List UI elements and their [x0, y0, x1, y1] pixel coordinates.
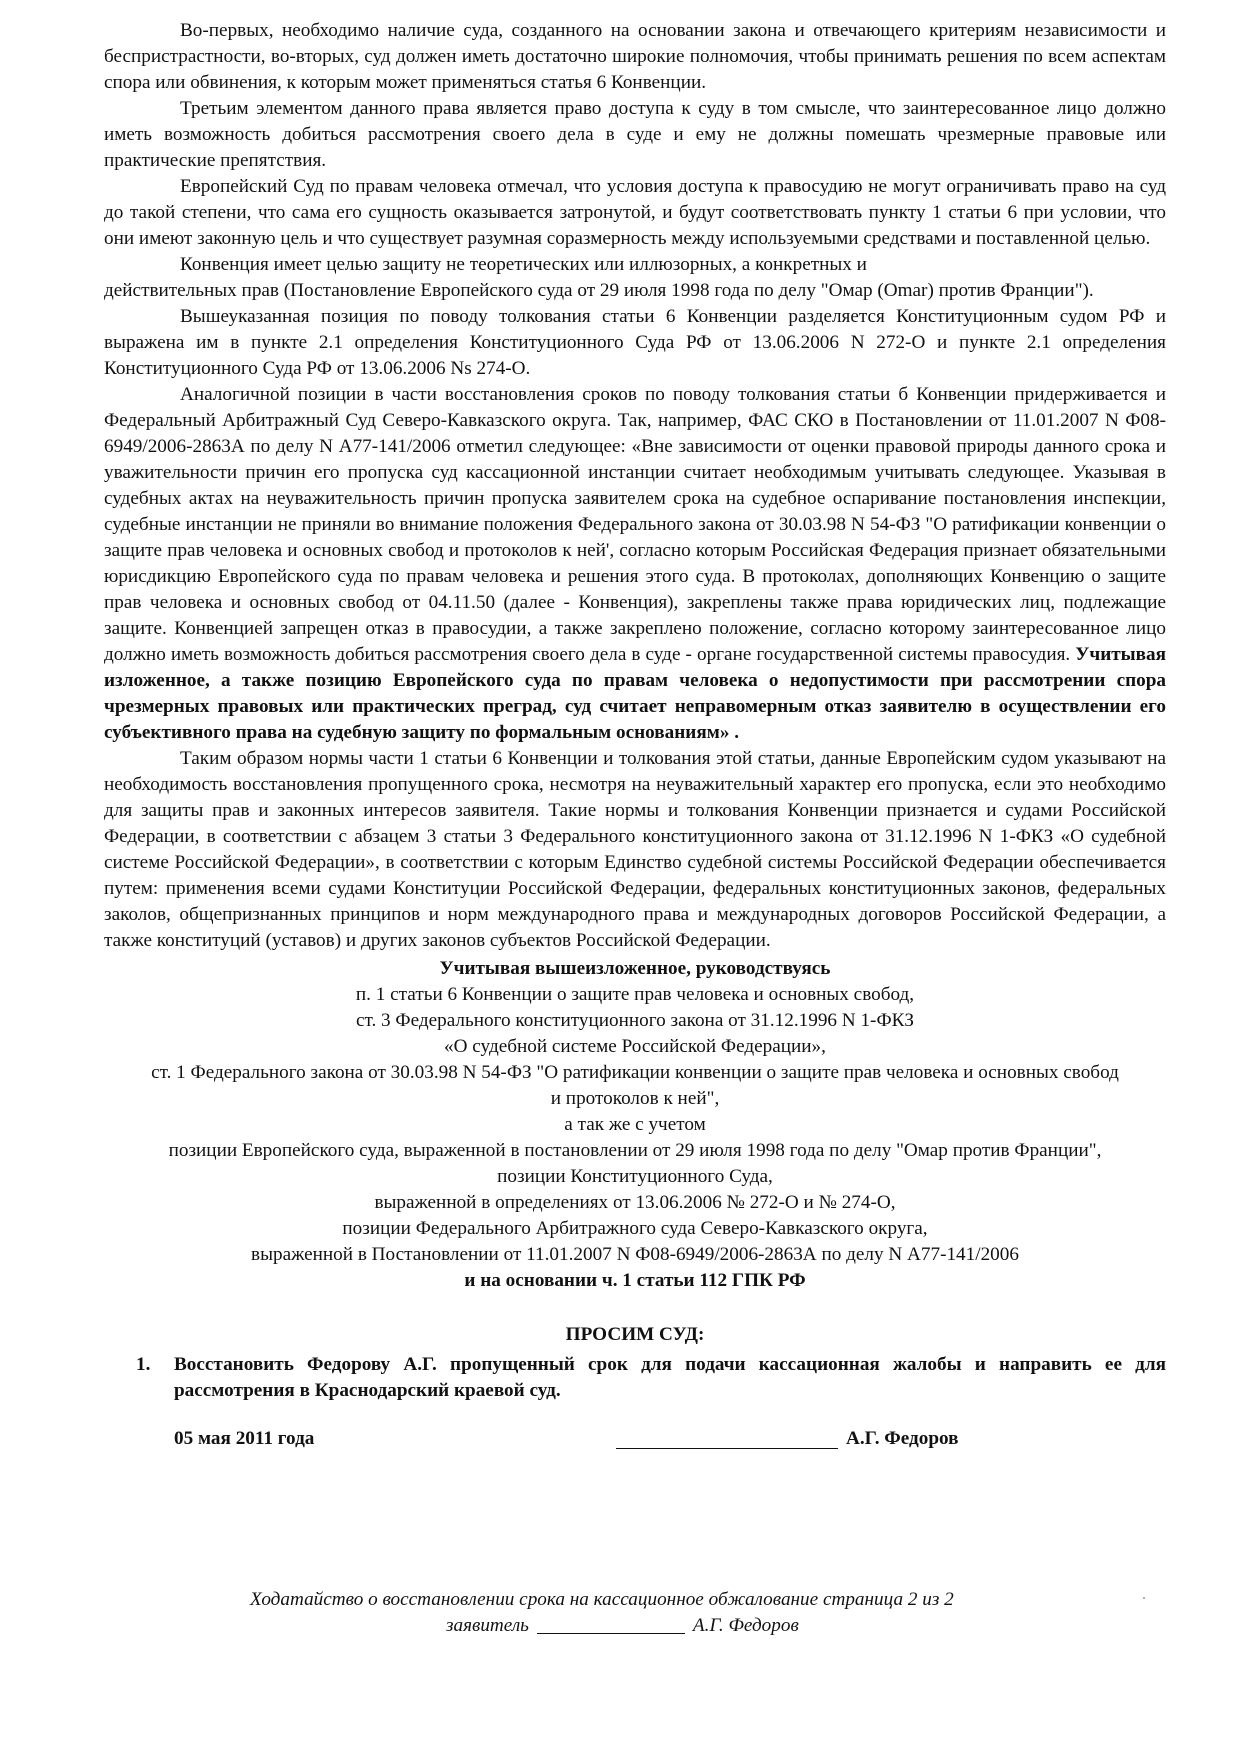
paragraph-3: Европейский Суд по правам человека отмечал, что условия доступа к правосудию не могут ограничивать право на суд до такой степени, что сама его сущность оказывается затронутой, и будут соответствовать пункту 1 статьи 6 при условии, что они имеют законную цель и что существует разумная соразмерность между используемыми средствами и поставленной целью. — [104, 176, 1166, 249]
legal-basis-line: позиции Федерального Арбитражного суда Северо-Кавказского округа, — [342, 1218, 928, 1239]
legal-basis-line: выраженной в определениях от 13.06.2006 № 272-О и № 274-О, — [374, 1192, 896, 1213]
paragraph-4-continued: действительных прав (Постановление Европейского суда от 29 июля 1998 года по делу "Омар (Omar) против Франции"). — [104, 280, 1094, 301]
scan-speck — [1143, 1597, 1145, 1599]
legal-basis-line: а так же с учетом — [564, 1114, 706, 1135]
request-title: ПРОСИМ СУД: — [565, 1324, 705, 1345]
request-item-number: 1. — [136, 1354, 151, 1375]
legal-basis-line: ст. 1 Федерального закона от 30.03.98 N 54-ФЗ "О ратификации конвенции о защите прав человека и основных свобод — [151, 1062, 1119, 1083]
request-item — [104, 1352, 1166, 1404]
legal-basis-line: п. 1 статьи 6 Конвенции о защите прав человека и основных свобод, — [355, 984, 915, 1005]
signature-line — [616, 1448, 838, 1449]
paragraph-conclusion: Таким образом нормы части 1 статьи 6 Конвенции и толкования этой статьи, данные Европейским судом указывают на необходимость восстановления пропущенного срока, несмотря на неуважительный характер его пропуска, если это необходимо для защиты прав и законных интересов заявителя. Такие нормы и толкования Конвенции признается и судами Российской Федерации, в соответствии с абзацем 3 статьи 3 Федерального конституционного закона от 31.12.1996 N 1-ФКЗ «О судебной системе Российской Федерации», в соответствии с которым Единство судебной системы Российской Федерации обеспечивается путем: применения всеми судами Конституции Российской Федерации, федеральных конституционных законов, федеральных заколов, общепризнанных принципов и норм международного права и международных договоров Российской Федерации, а также конституций (уставов) и других законов субъектов Российской Федерации. — [104, 748, 1166, 951]
paragraph-2: Третьим элементом данного права является право доступа к суду в том смысле, что заинтересованное лицо должно иметь возможность добиться рассмотрения своего дела в суде и ему не должны помешать чрезмерные правовые или практические препятствия. — [104, 98, 1166, 171]
paragraph-fas — [104, 382, 1166, 746]
footer-applicant-name: А.Г. Федоров — [692, 1615, 799, 1636]
signature-name: А.Г. Федоров — [846, 1428, 959, 1449]
request-item-text: Восстановить Федорову А.Г. пропущенный срок для подачи кассационная жалобы и направить ее для рассмотрения в Краснодарский краевой суд. — [174, 1354, 1166, 1401]
fas-quote-bold: Учитывая изложенное, а также позицию Европейского суда по правам человека о недопустимости при рассмотрении спора чрезмерных правовых или практических преград, суд считает неправомерным отказ заявителю в осуществлении его субъективного права на судебную защиту по формальным основаниям» . — [104, 644, 1166, 743]
footer-document-title: Ходатайство о восстановлении срока на кассационное обжалование страница 2 из 2 — [250, 1589, 954, 1610]
footer-applicant-label: заявитель — [446, 1615, 529, 1636]
paragraph-1: Во-первых, необходимо наличие суда, созданного на основании закона и отвечающего критериям независимости и беспристрастности, во-вторых, суд должен иметь достаточно широкие полномочия, чтобы принимать решения по всем аспектам спора или обвинения, к которым может применяться статья 6 Конвенции. — [104, 20, 1166, 93]
legal-basis-line: и протоколов к ней", — [550, 1088, 720, 1109]
legal-basis-line: позиции Конституционного Суда, — [497, 1166, 773, 1187]
document-body — [104, 18, 1166, 1456]
legal-basis-line: «О судебной системе Российской Федерации», — [444, 1036, 826, 1057]
legal-basis-line: выраженной в Постановлении от 11.01.2007 N Ф08-6949/2006-2863А по делу N А77-141/2006 — [251, 1244, 1019, 1265]
paragraph-5: Вышеуказанная позиция по поводу толкования статьи 6 Конвенции разделяется Конституционным судом РФ и выражена им в пункте 2.1 определения Конституционного Суда РФ от 13.06.2006 N 272-О и пункте 2.1 определения Конституционного Суда РФ от 13.06.2006 Ns 274-О. — [104, 306, 1166, 379]
legal-basis-heading: Учитывая вышеизложенное, руководствуясь — [439, 958, 831, 979]
footer-applicant-line — [446, 1613, 799, 1639]
legal-basis-block — [104, 956, 1166, 1294]
legal-basis-final: и на основании ч. 1 статьи 112 ГПК РФ — [464, 1270, 806, 1291]
legal-basis-line: ст. 3 Федерального конституционного закона от 31.12.1996 N 1-ФКЗ — [355, 1010, 915, 1031]
paragraph-4: Конвенция имеет целью защиту не теоретических или иллюзорных, а конкретных и — [180, 254, 867, 275]
signature-row — [104, 1426, 1166, 1456]
signature-date: 05 мая 2011 года — [174, 1428, 315, 1449]
fas-quote-text: Аналогичной позиции в части восстановления сроков по поводу толкования статьи б Конвенции придерживается и Федеральный Арбитражный Суд Северо-Кавказского округа. Так, например, ФАС СКО в Постановлении от 11.01.2007 N Ф08-6949/2006-2863А по делу N А77-141/2006 отметил следующее: «Вне зависимости от оценки правовой природы данного срока и уважительности причин его пропуска суд кассационной инстанции считает необходимым учитывать следующее. Указывая в судебных актах на неуважительность причин пропуска заявителем срока на судебное оспаривание постановления инспекции, судебные инстанции не приняли во внимание положения Федерального закона от 30.03.98 N 54-ФЗ "О ратификации конвенции о защите прав человека и основных свобод и протоколов к ней', согласно которым Российская Федерация признает обязательными юрисдикцию Европейского суда по правам человека и решения этого суда. В протоколах, дополняющих Конвенцию о защите прав человека и основных свобод от 04.11.50 (далее - Конвенция), закреплены также права юридических лиц, подлежащие защите. Конвенцией запрещен отказ в правосудии, а также закреплено положение, согласно которому заинтересованное лицо должно иметь возможность добиться рассмотрения своего дела в суде - органе государственной системы правосудия. — [104, 384, 1166, 665]
footer-signature-line — [537, 1633, 685, 1634]
legal-basis-line: позиции Европейского суда, выраженной в постановлении от 29 июля 1998 года по делу "Омар против Франции", — [168, 1140, 1102, 1161]
